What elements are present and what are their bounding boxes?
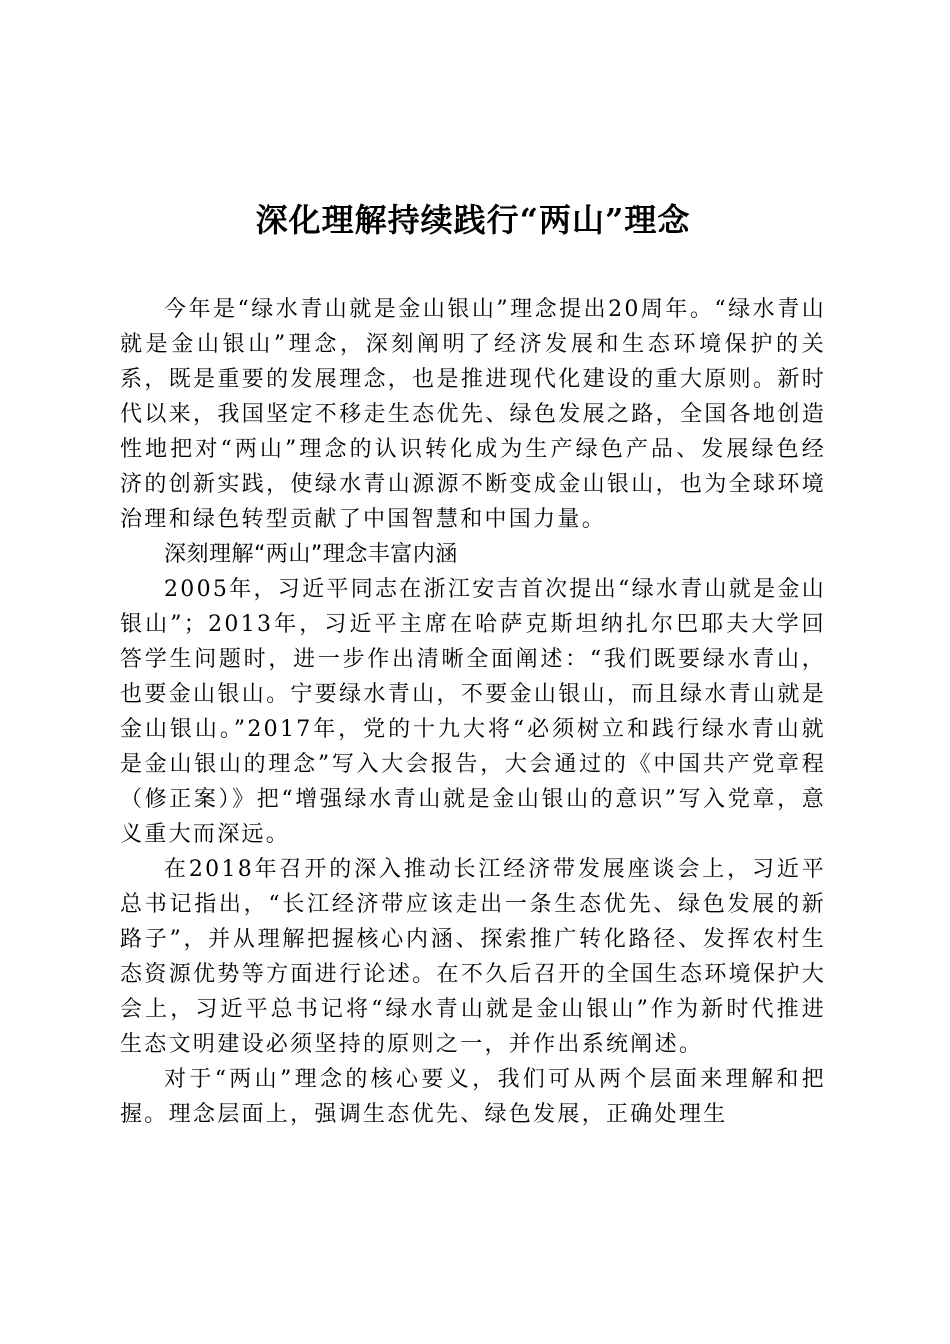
- paragraph-intro: 今年是“绿水青山就是金山银山”理念提出20周年。“绿水青山就是金山银山”理念，深刻阐明了经济发展和生态环境保护的关系，既是重要的发展理念，也是推进现代化建设的重大原则。新时代以来，我国坚定不移走生态优先、绿色发展之路，全国各地创造性地把对“两山”理念的认识转化成为生产绿色产品、发展绿色经济的创新实践，使绿水青山源源不断变成金山银山，也为全球环境治理和绿色转型贡献了中国智慧和中国力量。: [120, 297, 826, 532]
- section-heading: 深刻理解“两山”理念丰富内涵: [164, 542, 458, 567]
- paragraph-history: 2005年，习近平同志在浙江安吉首次提出“绿水青山就是金山银山”；2013年，习近平主席在哈萨克斯坦纳扎尔巴耶夫大学回答学生问题时，进一步作出清晰全面阐述：“我们既要绿水青山，也要金山银山。宁要绿水青山，不要金山银山，而且绿水青山就是金山银山。”2017年，党的十九大将“必须树立和践行绿水青山就是金山银山的理念”写入大会报告，大会通过的《中国共产党章程（修正案）》把“增强绿水青山就是金山银山的意识”写入党章，意义重大而深远。: [120, 577, 826, 847]
- document-body: [120, 292, 826, 1132]
- paragraph-core-meaning: 对于“两山”理念的核心要义，我们可从两个层面来理解和把握。理念层面上，强调生态优先、绿色发展，正确处理生: [120, 1067, 826, 1127]
- document-title: 深化理解持续践行“两山”理念: [255, 201, 691, 239]
- paragraph-yangtze: 在2018年召开的深入推动长江经济带发展座谈会上，习近平总书记指出，“长江经济带应该走出一条生态优先、绿色发展的新路子”，并从理解把握核心内涵、探索推广转化路径、发挥农村生态资源优势等方面进行论述。在不久后召开的全国生态环境保护大会上，习近平总书记将“绿水青山就是金山银山”作为新时代推进生态文明建设必须坚持的原则之一，并作出系统阐述。: [120, 857, 826, 1057]
